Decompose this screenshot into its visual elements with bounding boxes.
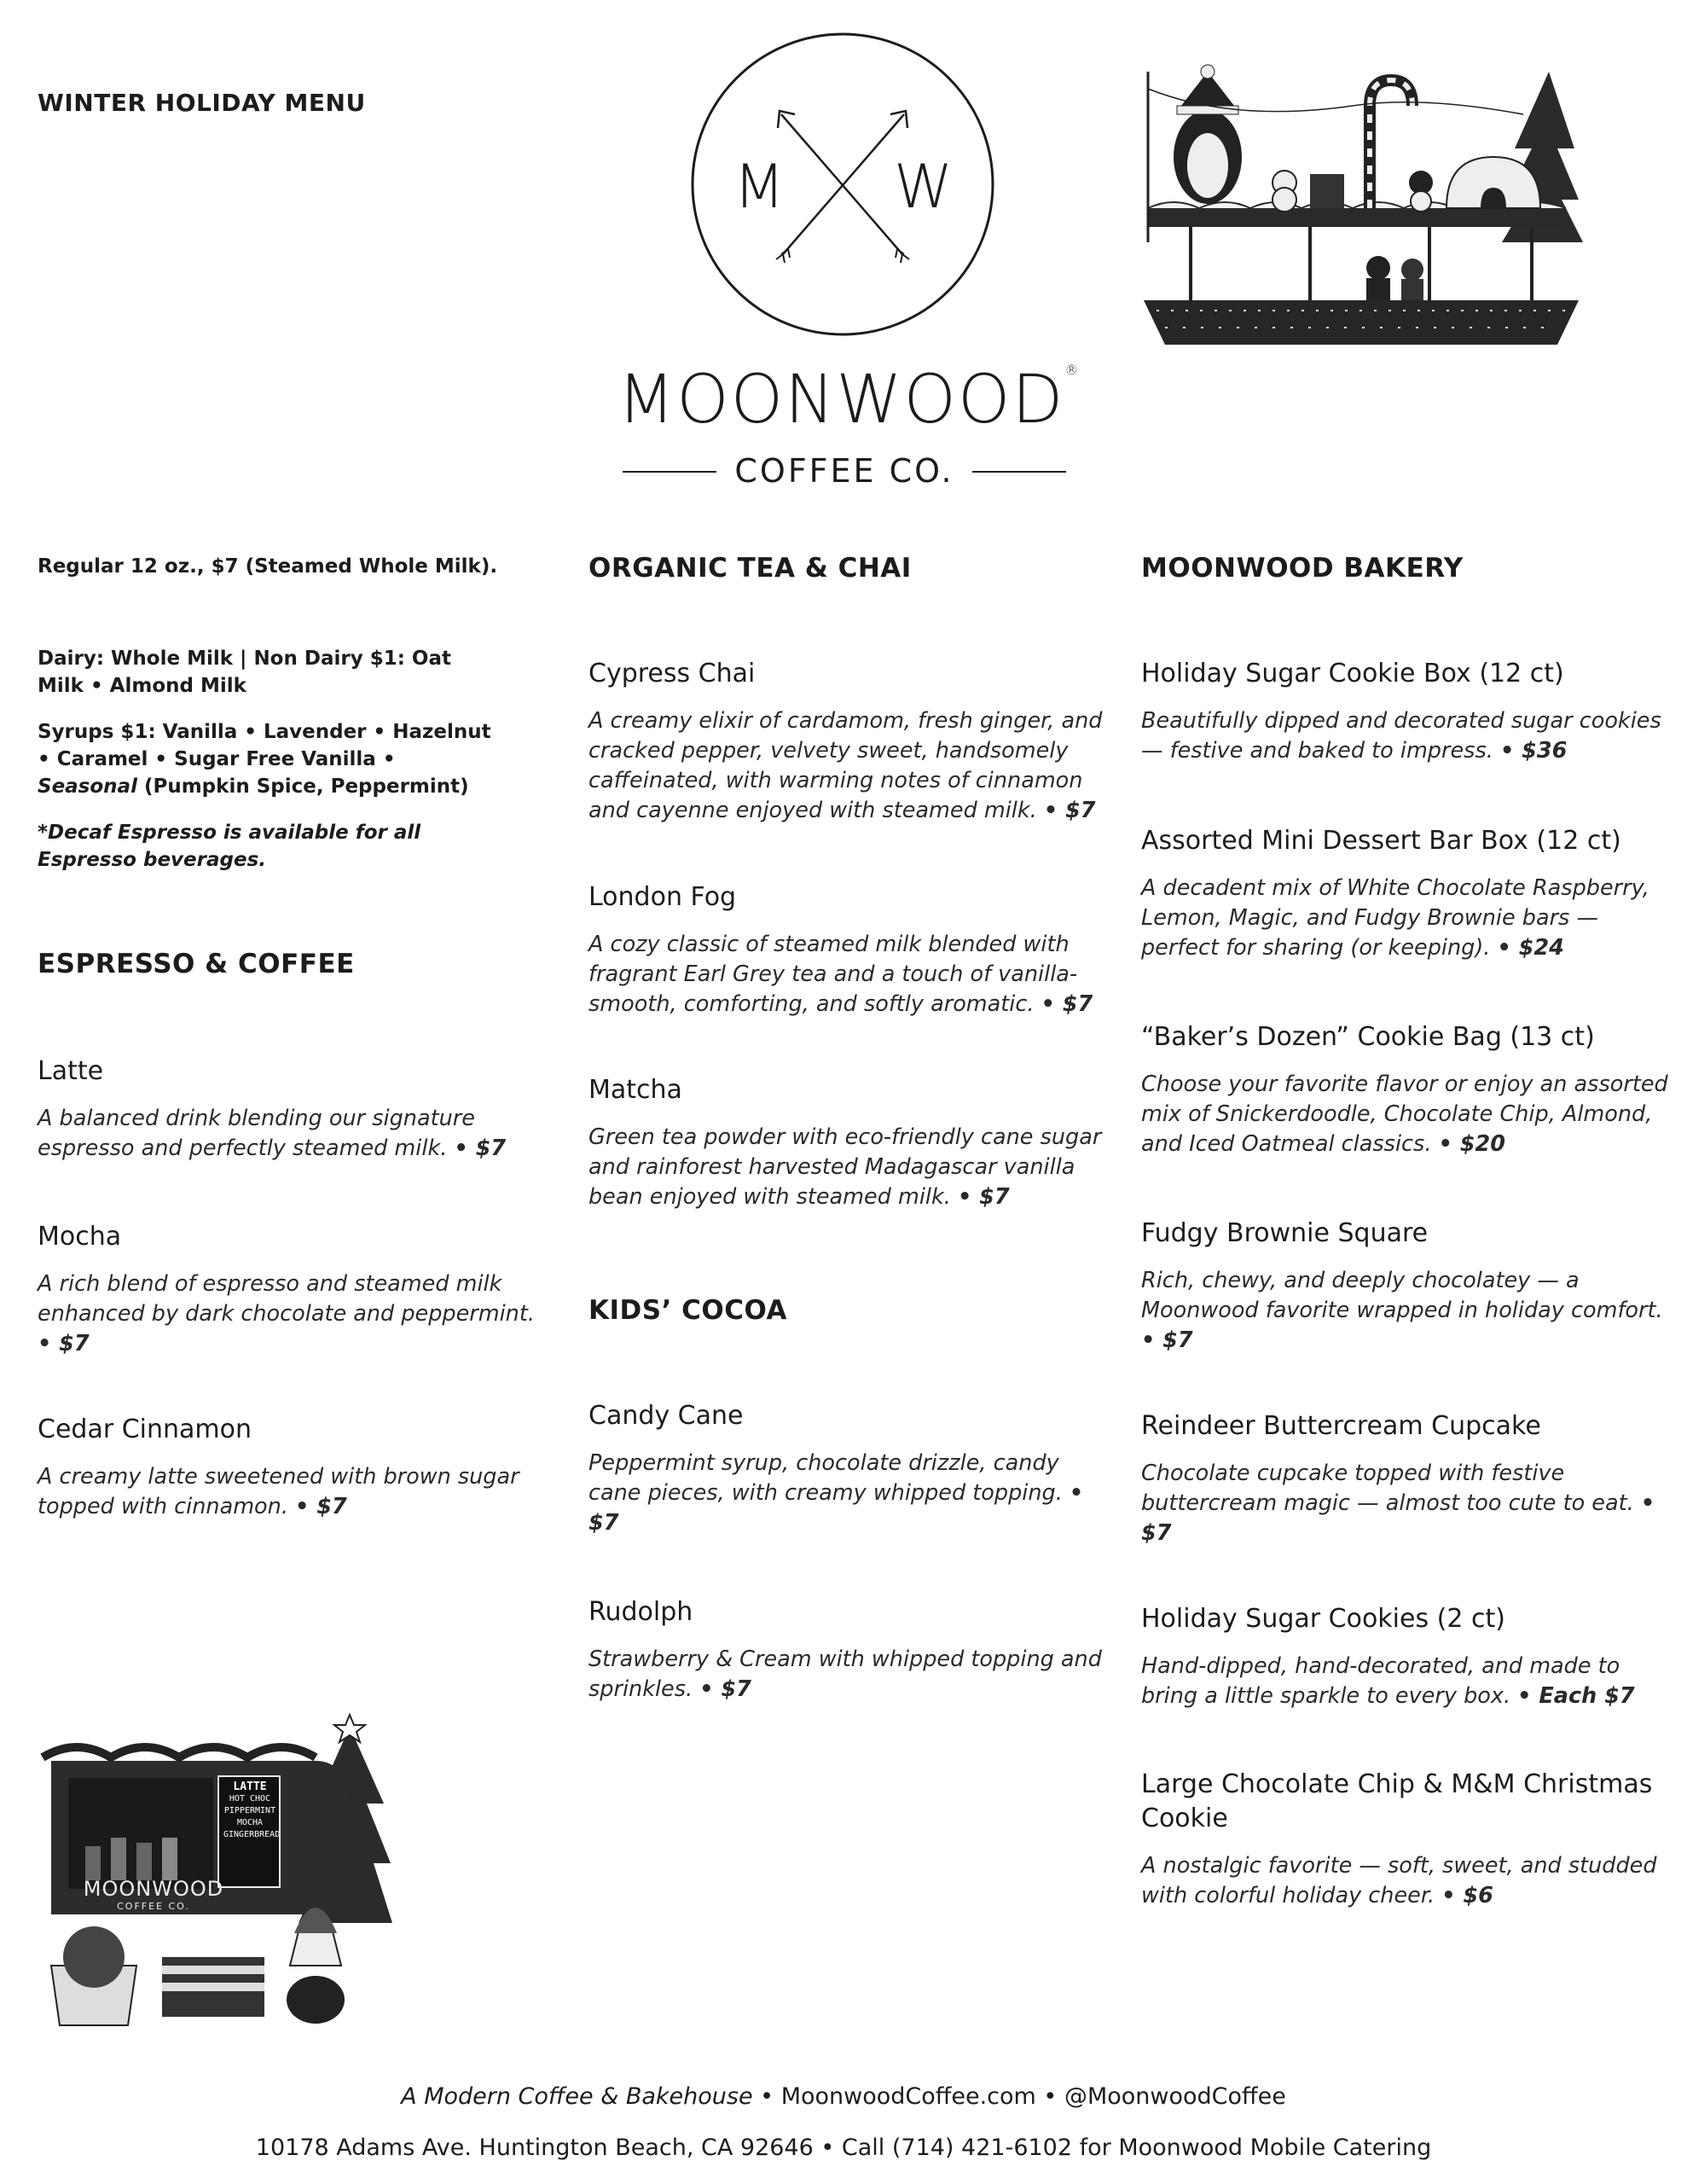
item-price: • $7 — [1041, 991, 1093, 1017]
item-name: Holiday Sugar Cookies (2 ct) — [1141, 1604, 1505, 1634]
item-description: Choose your favorite flavor or enjoy an assorted mix of Snickerdoodle, Chocolate Chip, Almond, and Iced Oatmeal classics. • $20 — [1141, 1072, 1668, 1157]
item-description: A balanced drink blending our signature espresso and perfectly steamed milk. • $7 — [38, 1106, 507, 1161]
logo-emblem — [689, 31, 996, 338]
item-description: A cozy classic of steamed milk blended with fragrant Earl Grey tea and a touch of vanilla-smooth, comforting, and softly aromatic. • $7 — [588, 932, 1093, 1017]
item-price: • $7 — [1043, 798, 1096, 823]
item-price: • $7 — [1141, 1327, 1193, 1353]
tea-section-title: ORGANIC TEA & CHAI — [588, 553, 912, 584]
footer-address: 10178 Adams Ave. Huntington Beach, CA 92646 • Call (714) 421-6102 for Moonwood Mobile Catering — [255, 2135, 1432, 2161]
menu-item-bakers-dozen — [1141, 1020, 1670, 1159]
menu-item-london-fog — [588, 880, 1117, 1019]
menu-item-candy-cane — [588, 1399, 1117, 1538]
dairy-info: Dairy: Whole Milk | Non Dairy $1: Oat Milk • Almond Milk — [38, 648, 451, 697]
divider-right — [972, 471, 1066, 473]
footer-tagline-row: A Modern Coffee & Bakehouse • MoonwoodCoffee.com • @MoonwoodCoffee — [401, 2083, 1286, 2110]
divider-left — [623, 471, 716, 473]
logo-monogram-left: M — [733, 152, 786, 222]
seasonal-label: Seasonal — [38, 775, 137, 798]
item-name: “Baker’s Dozen” Cookie Bag (13 ct) — [1141, 1022, 1595, 1052]
item-description: A creamy elixir of cardamom, fresh ginger, and cracked pepper, velvety sweet, handsomely caffeinated, with warming notes of cinnamon and cayenne enjoyed with steamed milk. • $7 — [588, 708, 1103, 823]
item-description: A decadent mix of White Chocolate Raspberry, Lemon, Magic, and Fudgy Brownie bars — perfect for sharing (or keeping). • $24 — [1141, 875, 1649, 961]
item-description: Hand-dipped, hand-decorated, and made to bring a little sparkle to every box. • Each $7 — [1141, 1653, 1635, 1709]
brand-sub: COFFEE CO. — [734, 452, 954, 490]
item-name: Large Chocolate Chip & M&M Christmas Cookie — [1141, 1769, 1653, 1833]
footer-handle[interactable]: @MoonwoodCoffee — [1064, 2083, 1286, 2110]
item-price: • $7 — [958, 1184, 1010, 1210]
item-name: Matcha — [588, 1075, 682, 1105]
brand-name: MOONWOOD® — [617, 362, 1081, 439]
menu-item-dessert-bar-box — [1141, 824, 1670, 963]
brand-sub-row — [623, 452, 1066, 495]
menu-item-chocolate-chip-cookie — [1141, 1768, 1670, 1911]
item-name: Mocha — [38, 1222, 122, 1252]
item-price: • $7 — [38, 1331, 90, 1356]
espresso-section-title: ESPRESSO & COFFEE — [38, 949, 355, 979]
syrups-info: Syrups $1: Vanilla • Lavender • Hazelnut • Caramel • Sugar Free Vanilla • Seasonal (Pumpkin Spice, Peppermint) — [38, 721, 491, 798]
menu-item-sugar-cookie-box — [1141, 657, 1670, 766]
footer-website[interactable]: MoonwoodCoffee.com — [780, 2083, 1036, 2110]
item-name: Cypress Chai — [588, 659, 756, 688]
item-description: Peppermint syrup, chocolate drizzle, candy cane pieces, with creamy whipped topping. • $7 — [588, 1450, 1084, 1536]
item-name: Cedar Cinnamon — [38, 1414, 252, 1444]
cocoa-section-title: KIDS’ COCOA — [588, 1295, 788, 1326]
truck-menu-board: LATTE HOT CHOC PIPPERMINT MOCHA GINGERBREAD — [223, 1780, 281, 1839]
menu-item-reindeer-cupcake — [1141, 1409, 1670, 1548]
item-price: • $7 — [454, 1136, 507, 1161]
item-price: • $7 — [588, 1480, 1084, 1536]
item-name: London Fog — [588, 882, 737, 912]
regular-size-info: Regular 12 oz., $7 (Steamed Whole Milk). — [38, 555, 498, 578]
item-price: • Each $7 — [1517, 1683, 1635, 1709]
menu-item-matcha — [588, 1073, 1117, 1212]
truck-brand: MOONWOOD — [83, 1877, 224, 1901]
menu-item-fudgy-brownie — [1141, 1217, 1670, 1356]
menu-item-cypress-chai — [588, 657, 1117, 826]
holiday-boat-illustration — [1139, 55, 1583, 355]
menu-item-latte — [38, 1054, 549, 1164]
item-price: • $7 — [1141, 1490, 1655, 1546]
item-price: • $24 — [1497, 935, 1564, 961]
item-description: Rich, chewy, and deeply chocolatey — a Moonwood favorite wrapped in holiday comfort. • $7 — [1141, 1268, 1663, 1353]
menu-item-mocha — [38, 1220, 549, 1359]
footer-tagline: A Modern Coffee & Bakehouse — [401, 2083, 753, 2110]
item-name: Reindeer Buttercream Cupcake — [1141, 1411, 1541, 1441]
item-description: Green tea powder with eco-friendly cane sugar and rainforest harvested Madagascar vanilla bean enjoyed with steamed milk. • $7 — [588, 1124, 1102, 1210]
item-name: Rudolph — [588, 1597, 693, 1627]
item-name: Latte — [38, 1056, 104, 1086]
item-price: • $36 — [1499, 738, 1568, 764]
menu-item-cedar-cinnamon — [38, 1413, 549, 1522]
item-name: Assorted Mini Dessert Bar Box (12 ct) — [1141, 826, 1621, 856]
item-price: • $7 — [295, 1494, 347, 1519]
item-description: Chocolate cupcake topped with festive buttercream magic — almost too cute to eat. • $7 — [1141, 1461, 1655, 1546]
item-price: • $20 — [1438, 1131, 1505, 1157]
registered-mark: ® — [1064, 362, 1081, 378]
decaf-note: *Decaf Espresso is available for all Espresso beverages. — [38, 822, 421, 871]
bakery-section-title: MOONWOOD BAKERY — [1141, 553, 1464, 584]
menu-item-sugar-cookies-2ct — [1141, 1602, 1670, 1711]
coffee-truck-illustration — [34, 1710, 392, 2027]
menu-title: WINTER HOLIDAY MENU — [38, 89, 366, 117]
item-description: A creamy latte sweetened with brown sugar topped with cinnamon. • $7 — [38, 1464, 519, 1519]
menu-item-rudolph — [588, 1595, 1117, 1705]
item-name: Candy Cane — [588, 1401, 744, 1431]
item-description: Beautifully dipped and decorated sugar cookies — festive and baked to impress. • $36 — [1141, 708, 1661, 764]
truck-brand-sub: COFFEE CO. — [117, 1901, 190, 1912]
item-price: • $6 — [1441, 1883, 1493, 1908]
item-description: A rich blend of espresso and steamed milk enhanced by dark chocolate and peppermint. • $7 — [38, 1271, 535, 1356]
item-price: • $7 — [699, 1676, 751, 1702]
item-description: Strawberry & Cream with whipped topping and sprinkles. • $7 — [588, 1647, 1102, 1702]
item-name: Holiday Sugar Cookie Box (12 ct) — [1141, 659, 1564, 688]
item-name: Fudgy Brownie Square — [1141, 1218, 1429, 1248]
item-description: A nostalgic favorite — soft, sweet, and studded with colorful holiday cheer. • $6 — [1141, 1853, 1657, 1908]
logo-monogram-right: W — [894, 152, 954, 222]
